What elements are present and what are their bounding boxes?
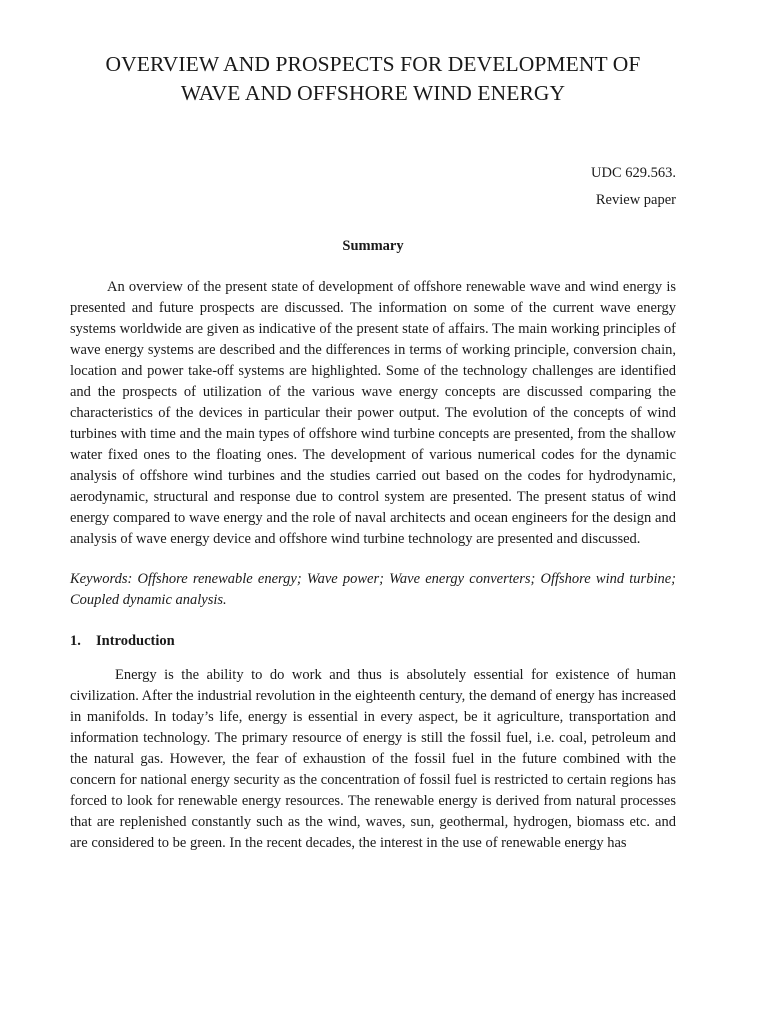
paper-meta (70, 160, 676, 214)
summary-paragraph: An overview of the present state of development of offshore renewable wave and wind energy is presented and future prospects are discussed. The information on some of the current wave energy systems worldwide are given as indicative of the present state of affairs. The main working principles of wave energy systems are described and the differences in terms of working principle, conversion chain, location and power take-off systems are highlighted. Some of the technology challenges are identified and the prospects of utilization of the various wave energy concepts are discussed comparing the characteristics of the devices in particular their power output. The evolution of the concepts of wind turbines with time and the main types of offshore wind turbine concepts are presented, from the shallow water fixed ones to the floating ones. The development of various numerical codes for the dynamic analysis of offshore wind turbines and the studies carried out based on the codes for hydrodynamic, aerodynamic, structural and response due to control system are presented. The present status of wind energy compared to wave energy and the role of naval architects and ocean engineers for the design and analysis of wave energy device and offshore wind turbine technology are presented and discussed. (70, 279, 676, 547)
paper-title (70, 50, 676, 108)
section-heading-introduction (70, 631, 676, 651)
section-title: Introduction (96, 633, 175, 649)
title-line-2: WAVE AND OFFSHORE WIND ENERGY (180, 81, 566, 105)
introduction-paragraph: Energy is the ability to do work and thus is absolutely essential for existence of human civilization. After the industrial revolution in the eighteenth century, the demand of energy has increased in manifolds. In today’s life, energy is essential in every aspect, be it agriculture, transportation and information technology. The primary resource of energy is still the fossil fuel, i.e. coal, petroleum and the natural gas. However, the fear of exhaustion of the fossil fuel in the future combined with the concern for national energy security as the concentration of fossil fuel is restricted to certain regions has forced to look for renewable energy resources. The renewable energy is derived from natural processes that are replenished constantly such as the wind, waves, sun, geothermal, hydrogen, biomass etc. and are considered to be green. In the recent decades, the interest in the use of renewable energy has (70, 667, 676, 851)
summary-heading: Summary (342, 238, 404, 254)
section-number: 1. (70, 633, 81, 649)
title-line-1: OVERVIEW AND PROSPECTS FOR DEVELOPMENT OF (105, 52, 641, 76)
udc-code: UDC 629.563. (591, 165, 676, 181)
paper-type: Review paper (595, 192, 676, 208)
keywords: Keywords: Offshore renewable energy; Wave power; Wave energy converters; Offshore wind turbine; Coupled dynamic analysis. (70, 571, 676, 608)
